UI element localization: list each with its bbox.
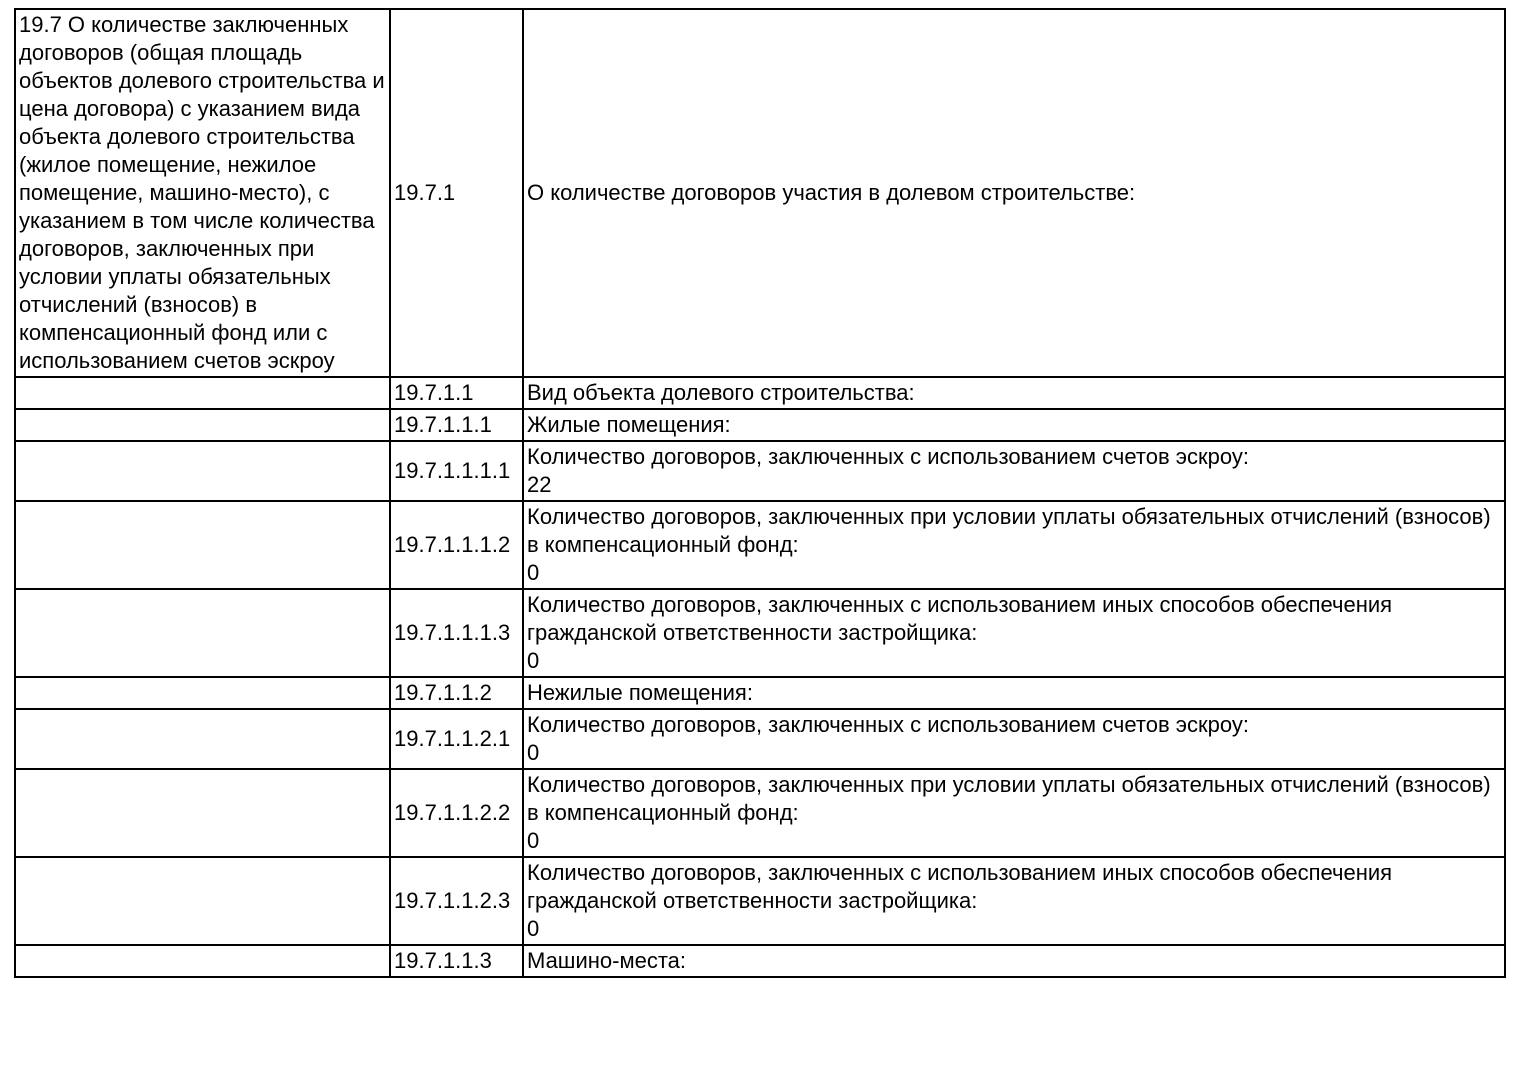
row-number-cell: 19.7.1.1.2.1 — [390, 709, 523, 769]
row-number-cell: 19.7.1.1.1 — [390, 409, 523, 441]
declaration-table-body — [15, 9, 1505, 977]
row-content-cell — [523, 709, 1505, 769]
row-label: Количество договоров, заключенных с использованием иных способов обеспечения гражданской ответственности застройщика: — [527, 860, 1393, 913]
row-number-cell: 19.7.1.1 — [390, 377, 523, 409]
table-row — [15, 677, 1505, 709]
row-content-cell — [523, 769, 1505, 857]
row-number-cell: 19.7.1.1.3 — [390, 945, 523, 977]
row-content-cell — [523, 409, 1505, 441]
table-row — [15, 409, 1505, 441]
row-label: Количество договоров, заключенных при условии уплаты обязательных отчислений (взносов) в компенсационный фонд: — [527, 504, 1491, 557]
row-content-cell — [523, 945, 1505, 977]
empty-cell — [15, 677, 390, 709]
table-row — [15, 501, 1505, 589]
empty-cell — [15, 709, 390, 769]
table-row — [15, 709, 1505, 769]
row-label: Жилые помещения: — [527, 412, 731, 437]
row-number-cell: 19.7.1.1.2.2 — [390, 769, 523, 857]
table-row — [15, 589, 1505, 677]
row-number-cell: 19.7.1 — [390, 9, 523, 377]
row-number-cell: 19.7.1.1.1.1 — [390, 441, 523, 501]
section-description-cell: 19.7 О количестве заключенных договоров (общая площадь объектов долевого строительства и цена договора) с указанием вида объекта долевого строительства (жилое помещение, нежилое помещение, машино-место), с указанием в том числе количества договоров, заключенных при условии уплаты обязательных отчислений (взносов) в компенсационный фонд или с использованием счетов эскроу — [15, 9, 390, 377]
table-row — [15, 377, 1505, 409]
row-value: 0 — [527, 828, 540, 853]
row-content-cell — [523, 441, 1505, 501]
empty-cell — [15, 589, 390, 677]
row-label: Количество договоров, заключенных с использованием иных способов обеспечения гражданской ответственности застройщика: — [527, 592, 1393, 645]
row-label: Количество договоров, заключенных с использованием счетов эскроу: — [527, 712, 1249, 737]
empty-cell — [15, 377, 390, 409]
row-value: 0 — [527, 740, 540, 765]
row-label: О количестве договоров участия в долевом строительстве: — [527, 180, 1136, 205]
empty-cell — [15, 441, 390, 501]
row-label: Количество договоров, заключенных при условии уплаты обязательных отчислений (взносов) в компенсационный фонд: — [527, 772, 1491, 825]
empty-cell — [15, 501, 390, 589]
empty-cell — [15, 409, 390, 441]
row-label: Вид объекта долевого строительства: — [527, 380, 915, 405]
empty-cell — [15, 857, 390, 945]
empty-cell — [15, 769, 390, 857]
row-number-cell: 19.7.1.1.1.3 — [390, 589, 523, 677]
row-number-cell: 19.7.1.1.2.3 — [390, 857, 523, 945]
row-value: 0 — [527, 648, 540, 673]
declaration-table — [14, 8, 1506, 978]
row-content-cell — [523, 589, 1505, 677]
table-row — [15, 945, 1505, 977]
row-value: 0 — [527, 916, 540, 941]
row-value: 22 — [527, 472, 552, 497]
table-row — [15, 857, 1505, 945]
row-number-cell: 19.7.1.1.2 — [390, 677, 523, 709]
row-value: 0 — [527, 560, 540, 585]
empty-cell — [15, 945, 390, 977]
row-content-cell — [523, 377, 1505, 409]
table-row — [15, 9, 1505, 377]
table-row — [15, 441, 1505, 501]
row-content-cell — [523, 9, 1505, 377]
row-content-cell — [523, 501, 1505, 589]
row-label: Количество договоров, заключенных с использованием счетов эскроу: — [527, 444, 1249, 469]
row-content-cell — [523, 857, 1505, 945]
row-number-cell: 19.7.1.1.1.2 — [390, 501, 523, 589]
row-label: Нежилые помещения: — [527, 680, 753, 705]
row-label: Машино-места: — [527, 948, 686, 973]
row-content-cell — [523, 677, 1505, 709]
table-row — [15, 769, 1505, 857]
